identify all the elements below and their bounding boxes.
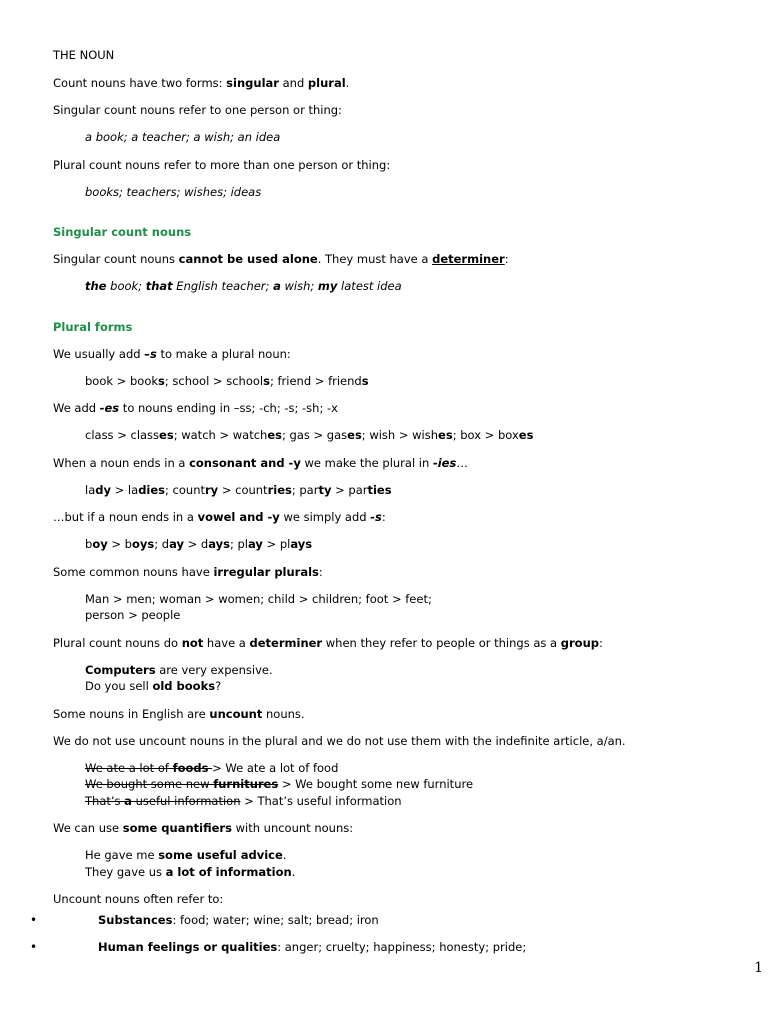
quantifier-examples	[85, 847, 733, 880]
group-example-line-2: Do you sell old books?	[85, 679, 222, 693]
count-forms-line: Count nouns have two forms: singular and plural.	[53, 76, 350, 90]
uncount-category-list	[0, 912, 768, 966]
determiner-examples: the book; that English teacher; a wish; my latest idea	[85, 279, 402, 293]
list-item	[0, 939, 768, 966]
irregular-examples	[85, 591, 733, 624]
add-es-examples: class > classes; watch > watches; gas > gases; wish > wishes; box > boxes	[85, 428, 534, 442]
document-title: THE NOUN	[53, 48, 115, 62]
plural-examples: books; teachers; wishes; ideas	[85, 184, 262, 199]
quantifier-rule: We can use some quantifiers with uncount nouns:	[53, 821, 354, 835]
list-item-text: Human feelings or qualities: anger; cruelty; happiness; honesty; pride;	[98, 940, 527, 954]
document-body	[53, 47, 733, 918]
uncount-refer-intro: Uncount nouns often refer to:	[53, 892, 224, 906]
ies-rule: When a noun ends in a consonant and -y we make the plural in -ies…	[53, 455, 468, 470]
correction-line-3: That’s a useful information > That’s useful information	[85, 793, 402, 808]
bullet-icon: •	[30, 913, 38, 927]
irregular-example-line-2: person > people	[85, 608, 181, 622]
add-s-rule: We usually add –s to make a plural noun:	[53, 346, 291, 361]
singular-definition: Singular count nouns refer to one person or thing:	[53, 103, 342, 117]
correction-line-1: We ate a lot of foods > We ate a lot of food	[85, 760, 339, 775]
group-examples	[85, 662, 733, 695]
group-rule: Plural count nouns do not have a determiner when they refer to people or things as a group:	[53, 635, 603, 650]
add-es-rule: We add -es to nouns ending in –ss; -ch; -s; -sh; -x	[53, 401, 338, 415]
vowel-y-examples: boy > boys; day > days; play > plays	[85, 537, 313, 551]
add-s-examples: book > books; school > schools; friend > friends	[85, 373, 369, 388]
group-example-line-1: Computers are very expensive.	[85, 662, 273, 677]
page-number: 1	[754, 960, 763, 976]
correction-line-2: We bought some new furnitures > We bought some new furniture	[85, 777, 474, 791]
list-item-text: Substances: food; water; wine; salt; bread; iron	[98, 913, 379, 927]
irregular-example-line-1: Man > men; woman > women; child > children; foot > feet;	[85, 591, 432, 606]
irregular-plurals-rule: Some common nouns have irregular plurals:	[53, 564, 323, 579]
heading-singular-count-nouns: Singular count nouns	[53, 225, 192, 239]
ies-examples: lady > ladies; country > countries; party > parties	[85, 482, 392, 497]
uncount-correction-examples	[85, 760, 733, 810]
plural-definition: Plural count nouns refer to more than one person or thing:	[53, 157, 391, 172]
heading-plural-forms: Plural forms	[53, 319, 133, 334]
uncount-rule: We do not use uncount nouns in the plural and we do not use them with the indefinite article, a/an.	[53, 733, 626, 748]
singular-examples: a book; a teacher; a wish; an idea	[85, 130, 281, 144]
list-item	[0, 912, 768, 939]
quantifier-example-line-2: They gave us a lot of information.	[85, 864, 296, 879]
singular-rule: Singular count nouns cannot be used alone. They must have a determiner:	[53, 252, 509, 266]
quantifier-example-line-1: He gave me some useful advice.	[85, 848, 287, 862]
bullet-icon: •	[30, 940, 38, 954]
vowel-y-rule: …but if a noun ends in a vowel and -y we simply add -s:	[53, 510, 386, 524]
uncount-intro: Some nouns in English are uncount nouns.	[53, 706, 305, 721]
